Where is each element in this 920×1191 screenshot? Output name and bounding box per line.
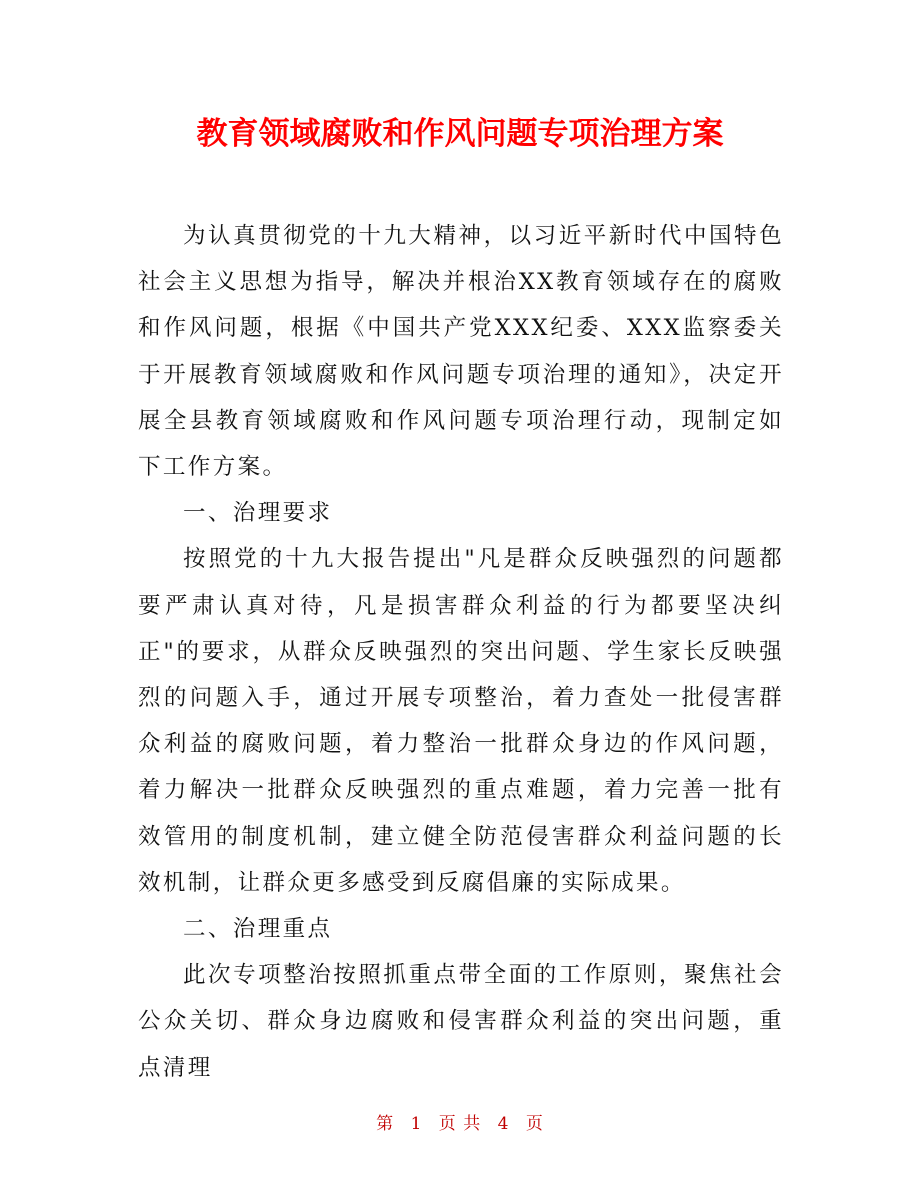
paragraph-intro: 为认真贯彻党的十九大精神，以习近平新时代中国特色社会主义思想为指导，解决并根治XX教育领域存在的腐败和作风问题，根据《中国共产党XXX纪委、XXX监察委关于开展教育领域腐败和作风问题专项治理的通知》，决定开展全县教育领域腐败和作风问题专项治理行动，现制定如下工作方案。 [138,223,784,481]
document-title: 教育领域腐败和作风问题专项治理方案 [196,116,724,152]
paragraph-focus: 此次专项整治按照抓重点带全面的工作原则，聚焦社会公众关切、群众身边腐败和侵害群众利益的突出问题，重点清理 [138,962,784,1081]
section-heading-focus: 二、治理重点 [183,916,333,943]
footer-page-number: 1 [410,1114,423,1134]
page-footer [0,1112,920,1136]
footer-total-pages: 4 [497,1114,510,1134]
document-body [138,213,784,1091]
paragraph-requirements: 按照党的十九大报告提出"凡是群众反映强烈的问题都要严肃认真对待，凡是损害群众利益的行为都要坚决纠正"的要求，从群众反映强烈的突出问题、学生家长反映强烈的问题入手，通过开展专项整治，着力查处一批侵害群众利益的腐败问题，着力整治一批群众身边的作风问题，着力解决一批群众反映强烈的重点难题，着力完善一批有效管用的制度机制，建立健全防范侵害群众利益问题的长效机制，让群众更多感受到反腐倡廉的实际成果。 [138,546,784,896]
footer-middle: 页 共 [438,1114,482,1134]
footer-prefix: 第 [376,1114,395,1134]
section-heading-requirements: 一、治理要求 [183,500,333,527]
footer-suffix: 页 [525,1114,544,1134]
